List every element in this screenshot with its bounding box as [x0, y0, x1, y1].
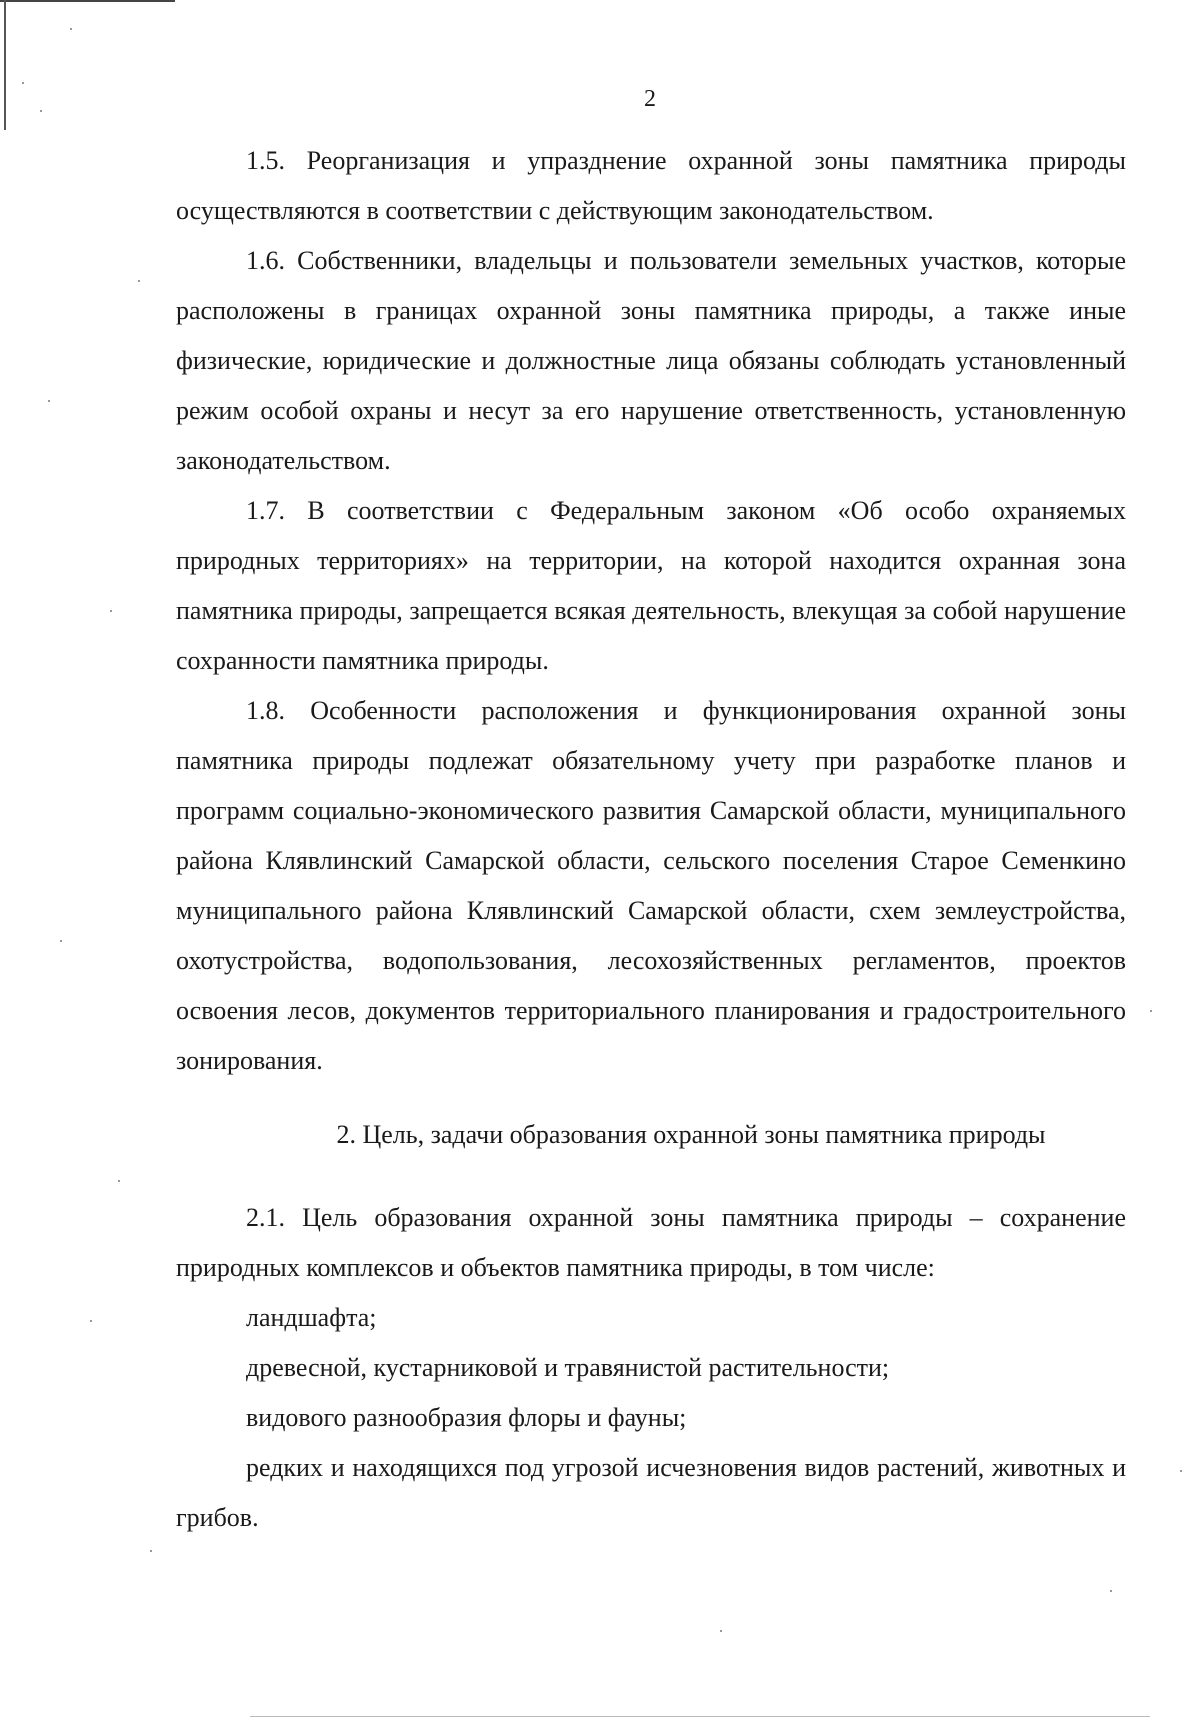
paragraph-1-5: 1.5. Реорганизация и упразднение охранной зоны памятника природы осуществляются в соответствии с действующим законодательством.	[176, 146, 1126, 225]
paragraph-1-6: 1.6. Собственники, владельцы и пользователи земельных участков, которые расположены в границах охранной зоны памятника природы, а также иные физические, юридические и должностные лица обязаны соблюдать установленный режим особой охраны и несут за его нарушение ответственность, установленную законодательством.	[176, 246, 1126, 475]
scan-speck	[150, 1550, 152, 1552]
scan-edge-bottom	[250, 1716, 1150, 1717]
scan-speck	[138, 280, 140, 282]
list-item: видового разнообразия флоры и фауны;	[246, 1403, 687, 1432]
scan-speck	[70, 28, 72, 30]
scan-speck	[118, 1180, 120, 1182]
section-2-body	[176, 1193, 1126, 1543]
paragraph-1-8: 1.8. Особенности расположения и функционирования охранной зоны памятника природы подлежат обязательному учету при разработке планов и программ социально-экономического развития Самарской области, муниципального района Клявлинский Самарской области, сельского поселения Старое Семенкино муниципального района Клявлинский Самарской области, схем землеустройства, охотустройства, водопользования, лесохозяйственных регламентов, проектов освоения лесов, документов территориального планирования и градостроительного зонирования.	[176, 696, 1126, 1075]
paragraph-2-1: 2.1. Цель образования охранной зоны памятника природы – сохранение природных комплексов и объектов памятника природы, в том числе:	[176, 1203, 1126, 1282]
scan-speck	[1150, 1010, 1152, 1012]
scan-speck	[60, 940, 62, 942]
document-body	[176, 136, 1126, 1086]
list-item: ландшафта;	[246, 1303, 377, 1332]
scan-speck	[720, 1630, 722, 1632]
list-item: редких и находящихся под угрозой исчезновения видов растений, животных и грибов.	[176, 1453, 1126, 1532]
page-number: 2	[644, 86, 656, 112]
section-heading: 2. Цель, задачи образования охранной зоны памятника природы	[336, 1120, 1046, 1149]
scan-speck	[1110, 1590, 1112, 1592]
list-item: древесной, кустарниковой и травянистой растительности;	[246, 1353, 890, 1382]
section-2	[176, 1110, 1126, 1160]
scan-speck	[110, 610, 112, 612]
scan-speck	[22, 82, 24, 84]
scan-speck	[1180, 1470, 1182, 1472]
scan-speck	[90, 1320, 92, 1322]
scan-edge-top	[0, 0, 175, 2]
scan-speck	[48, 400, 50, 402]
paragraph-1-7: 1.7. В соответствии с Федеральным законом «Об особо охраняемых природных территориях» на территории, на которой находится охранная зона памятника природы, запрещается всякая деятельность, влекущая за собой нарушение сохранности памятника природы.	[176, 496, 1126, 675]
